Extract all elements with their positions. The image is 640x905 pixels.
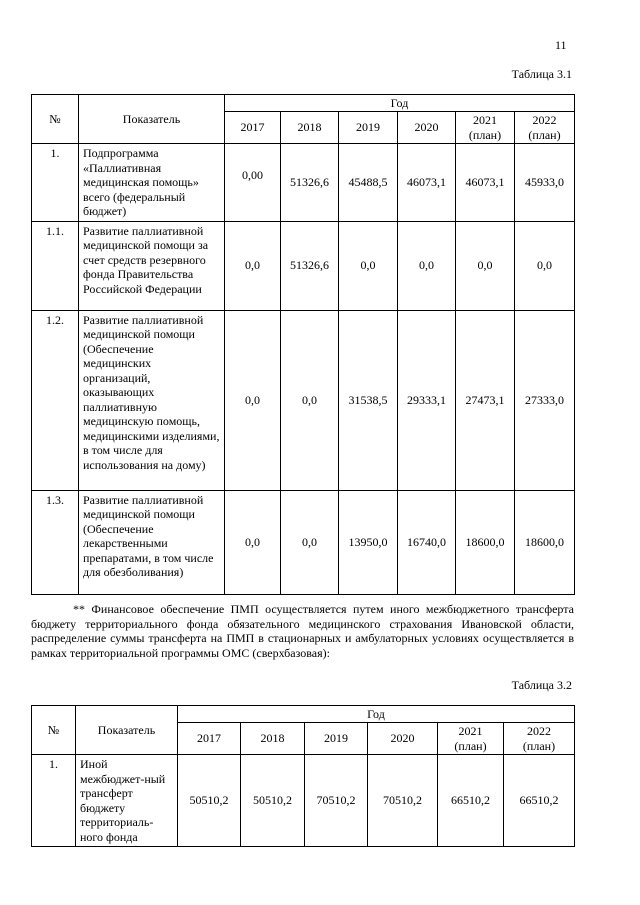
header-year: Год: [178, 706, 575, 723]
cell-value: 0,0: [281, 490, 339, 594]
header-year-2018: 2018: [281, 112, 339, 144]
cell-value: 31538,5: [339, 310, 398, 490]
header-year-2018: 2018: [241, 723, 305, 755]
cell-value: 18600,0: [515, 490, 575, 594]
cell-value: 46073,1: [398, 144, 456, 222]
footnote-paragraph: ** Финансовое обеспечение ПМП осуществляется путем иного межбюджетного трансферта бюджету территориального фонда обязательного медицинского страхования Ивановской области, распределение суммы трансферта на ПМП в стационарных и амбулаторных условиях осуществляется в рамках территориальной программы ОМС (сверхбазовая):: [31, 602, 574, 660]
cell-value: 0,0: [281, 310, 339, 490]
cell-value: 13950,0: [339, 490, 398, 594]
page-number: 11: [555, 38, 567, 52]
cell-value: 0,0: [398, 221, 456, 310]
header-year-2022: 2022 (план): [515, 112, 575, 144]
cell-value: 70510,2: [368, 755, 438, 847]
cell-value: 51326,6: [281, 144, 339, 222]
row-indicator: Развитие паллиативной медицинской помощи (Обеспечение медицинских организаций, оказывающих паллиативную медицинскую помощь, медицинскими изделиями, в том числе для использования на дому): [79, 310, 225, 490]
cell-value: 46073,1: [456, 144, 515, 222]
cell-value: 66510,2: [438, 755, 504, 847]
row-num: 1.2.: [32, 310, 79, 490]
cell-value: 50510,2: [178, 755, 241, 847]
table-row: [32, 490, 575, 594]
header-year-2019: 2019: [339, 112, 398, 144]
table-row: [32, 310, 575, 490]
row-num: 1.1.: [32, 221, 79, 310]
table-row: [32, 221, 575, 310]
header-indicator: Показатель: [76, 706, 178, 755]
cell-value: 0,0: [225, 310, 281, 490]
cell-value: 0,0: [225, 490, 281, 594]
row-indicator: Подпрограмма «Паллиативная медицинская помощь» всего (федеральный бюджет): [79, 144, 225, 222]
table-3-1: [31, 94, 575, 595]
header-year-2017: 2017: [178, 723, 241, 755]
table-3-1-caption: Таблица 3.1: [511, 67, 572, 81]
cell-value: 0,0: [515, 221, 575, 310]
header-year-2022: 2022 (план): [504, 723, 575, 755]
header-num: №: [32, 706, 76, 755]
row-indicator: Развитие паллиативной медицинской помощи за счет средств резервного фонда Правительства Российской Федерации: [79, 221, 225, 310]
table-3-2: [31, 705, 575, 847]
header-year-2021: 2021 (план): [438, 723, 504, 755]
cell-value: 18600,0: [456, 490, 515, 594]
cell-value: 29333,1: [398, 310, 456, 490]
row-num: 1.: [32, 755, 76, 847]
cell-value: 27473,1: [456, 310, 515, 490]
table-row: [32, 755, 575, 847]
row-num: 1.3.: [32, 490, 79, 594]
cell-value: 27333,0: [515, 310, 575, 490]
cell-value: 45933,0: [515, 144, 575, 222]
row-num: 1.: [32, 144, 79, 222]
row-indicator: Иной межбюджет-ный трансферт бюджету территориаль-ного фонда: [76, 755, 178, 847]
cell-value: 0,0: [456, 221, 515, 310]
cell-value: 16740,0: [398, 490, 456, 594]
header-year-2020: 2020: [368, 723, 438, 755]
header-year-2019: 2019: [305, 723, 368, 755]
cell-value: 50510,2: [241, 755, 305, 847]
cell-value: 45488,5: [339, 144, 398, 222]
row-indicator: Развитие паллиативной медицинской помощи (Обеспечение лекарственными препаратами, в том числе для обезболивания): [79, 490, 225, 594]
header-year-2017: 2017: [225, 112, 281, 144]
header-year: Год: [225, 95, 575, 112]
cell-value: 66510,2: [504, 755, 575, 847]
cell-value: 0,0: [339, 221, 398, 310]
table-3-2-caption: Таблица 3.2: [511, 678, 572, 692]
cell-value: 0,00: [225, 144, 281, 222]
cell-value: 0,0: [225, 221, 281, 310]
header-year-2021: 2021 (план): [456, 112, 515, 144]
table-row: [32, 144, 575, 222]
cell-value: 51326,6: [281, 221, 339, 310]
cell-value: 70510,2: [305, 755, 368, 847]
header-num: №: [32, 95, 79, 144]
header-indicator: Показатель: [79, 95, 225, 144]
header-year-2020: 2020: [398, 112, 456, 144]
